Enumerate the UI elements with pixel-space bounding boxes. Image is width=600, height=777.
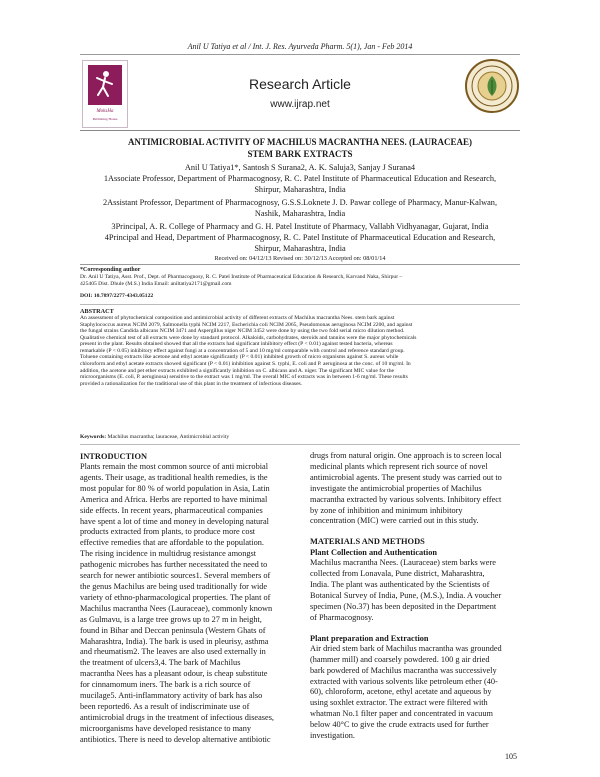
body-line: below 40°C to give the crude extracts used for further xyxy=(310,720,489,730)
affiliation-2: 2Assistant Professor, Department of Pharmacognosy, G.S.S.Loknete J. D. Pawar college of Pharmacy, Manur-Kalwan, xyxy=(102,198,498,207)
body-line: bark powdered of Machilus macrantha was successively xyxy=(310,665,497,675)
article-type: Research Article xyxy=(249,76,351,92)
logo-brand: MoksHa xyxy=(96,109,114,114)
journal-url[interactable]: www.ijrap.net xyxy=(270,99,330,110)
body-line: effective remedies that are affordable to the population. xyxy=(80,538,264,548)
body-line: most popular for 80 % of world population in Asia, Latin xyxy=(80,483,270,493)
affiliation-4-cont: Shirpur, Maharashtra, India xyxy=(254,244,346,253)
logo-subbrand: Publishing House xyxy=(92,117,118,121)
affiliation-2-cont: Nashik, Maharashtra, India xyxy=(254,209,346,218)
body-line: as Gulmavu, is a large tree grows up to 27 m in height, xyxy=(80,614,262,624)
abstract-heading: ABSTRACT xyxy=(80,308,114,315)
publisher-logo xyxy=(82,60,128,128)
body-line: using soxhlet extractor. The extract were filtered with xyxy=(310,698,488,708)
article-title xyxy=(0,136,600,160)
abstract-line: Toluene containing extracts like acetone and ethyl acetate significantly (P < 0.01) inhibited growth of micro organisms against S. aureus while xyxy=(80,354,399,361)
abstract-body xyxy=(80,315,520,387)
body-line: and rheumatism2. The leaves are also used externally in xyxy=(80,647,266,657)
body-line: mucilage5. Anti-inflammatory activity of bark has also xyxy=(80,691,263,701)
keywords xyxy=(80,434,229,440)
page-number: 105 xyxy=(505,752,517,761)
author-list: Anil U Tatiya1*, Santosh S Surana2, A. K. Saluja3, Sanjay J Surana4 xyxy=(184,163,416,172)
title-rule xyxy=(80,130,520,131)
body-line: India. The plant was authenticated by the Scientists of xyxy=(310,580,490,590)
title-line-2: STEM BARK EXTRACTS xyxy=(247,149,353,159)
body-line: drugs from natural origin. One approach is to screen local xyxy=(310,451,502,460)
dates-rule xyxy=(80,264,520,265)
body-line: specimen (No.37) has been deposited in the Department xyxy=(310,601,497,611)
body-line: agents. Their usage, as traditional health remedies, is the xyxy=(80,472,268,482)
keywords-label: Keywords: xyxy=(80,434,107,440)
doi[interactable]: DOI: 10.7897/2277-4343.05122 xyxy=(80,293,154,299)
plant-preparation-heading: Plant preparation and Extraction xyxy=(310,633,429,643)
body-line: by zone of inhibition and minimum inhibitory xyxy=(310,505,463,515)
abstract-line: present in the plant. Results obtained showed that all the extracts had significant inhibitory effect (P < 0.01) against tested bacteria, whereas xyxy=(80,341,393,348)
plant-collection-heading: Plant Collection and Authentication xyxy=(310,548,437,558)
abstract-line: chloroform and ethyl acetate extracts showed significant (P < 0.01) inhibition against S. typhi, E. coli and P. aeruginosa at the conc. of 10 mg/ml. In xyxy=(80,361,411,368)
affiliation-3: 3Principal, A. R. College of Pharmacy and G. H. Patel Institute of Pharmacy, Vallabh Vidhyanagar, Gujarat, India xyxy=(111,222,489,231)
body-line: investigation. xyxy=(310,731,355,741)
body-line: medicinal plants which represent rich source of novel xyxy=(310,461,488,471)
body-line: whatman No.1 filter paper and concentrated in vacuum xyxy=(310,709,493,719)
header-rule xyxy=(80,54,520,55)
body-line: concentration (MIC) were carried out in this study. xyxy=(310,516,479,526)
abstract-line: addition, the acetone and pet ether extracts exhibited a significantly inhibition on C. albicans and A. niger. The significant MIC value for the xyxy=(80,367,394,374)
body-line: antimicrobial agents. The present study was carried out to xyxy=(310,472,502,482)
body-line: 60), chloroform, acetone, ethyl acetate and aqueous by xyxy=(310,687,492,697)
body-line: for cinnamomum iners. The bark is a rich source of xyxy=(80,680,251,690)
body-line: extracted with various solvents like petroleum ether (40- xyxy=(310,676,498,686)
body-line: Machilus macrantha Nees (Lauraceae), commonly known xyxy=(80,603,273,613)
spacer xyxy=(310,527,520,536)
right-column xyxy=(310,451,520,742)
body-line: collected from Lonavala, Pune district, Maharashtra, xyxy=(310,569,485,579)
running-head: Anil U Tatiya et al / Int. J. Res. Ayurveda Pharm. 5(1), Jan - Feb 2014 xyxy=(187,42,413,51)
corresponding-line-1: Dr. Anil U Tatiya, Asst. Prof., Dept. of Pharmacognosy, R. C. Patel Institute of Pharmaceutical Education & Research, Karvand Naka, Shirpur – xyxy=(80,274,403,280)
body-line: have spent a lot of time and money in developing natural xyxy=(80,516,269,526)
body-line: side effects. In recent years, pharmaceutical companies xyxy=(80,505,263,515)
body-line: variety of ethno-pharmacological properties. The plant of xyxy=(80,592,271,602)
left-column xyxy=(80,451,290,746)
spacer xyxy=(310,624,520,633)
body-line: macrantha extracted by various solvents. Inhibitory effect xyxy=(310,494,502,504)
affiliation-4: 4Principal and Head, Department of Pharmacognosy, R. C. Patel Institute of Pharmaceutical Education and Research, xyxy=(104,233,496,242)
body-line: Plants remain the most common source of anti microbial xyxy=(80,462,269,471)
methods-heading: MATERIALS AND METHODS xyxy=(310,537,425,547)
body-line: Botanical Survey of India, Pune, (M.S.), India. A voucher xyxy=(310,591,502,601)
body-line: investigate the antimicrobial properties of Machilus xyxy=(310,483,482,493)
corresponding-author-label: *Corresponding author xyxy=(80,267,141,273)
received-dates: Received on: 04/12/13 Revised on: 30/12/13 Accepted on: 08/01/14 xyxy=(214,255,386,262)
body-line: antimicrobial drugs in the treatment of infectious diseases, xyxy=(80,712,275,722)
corresponding-author-details xyxy=(80,274,520,287)
correspondence-rule xyxy=(80,304,520,305)
abstract-line: microorganisms (E. coli, P. aeruginosa) sensitive to the extract was 1 mg/ml. The overall MIC of extracts was in between 1-6 mg/ml. These results xyxy=(80,374,408,381)
affiliation-1-cont: Shirpur, Maharashtra, India xyxy=(254,185,346,194)
body-line: been reported6. As a result of indiscriminate use of xyxy=(80,701,250,711)
introduction-heading: INTRODUCTION xyxy=(80,452,148,461)
abstract-line: provided a rationalization for the traditional use of this plant in the treatment of infectious diseases. xyxy=(80,380,303,387)
body-line: search for newer antibiotic sources1. Several members of xyxy=(80,571,271,581)
abstract-line: remarkable (P < 0.05) inhibitory effect against fungi at a concentration of 5 and 10 mg/ml comparable with control and reference standard group. xyxy=(80,347,405,354)
keywords-value: Machilus macrantha; lauraceae, Antimicrobial activity xyxy=(107,434,230,440)
body-line: microorganisms have developed resistance to many xyxy=(80,723,252,733)
affiliation-1: 1Associate Professor, Department of Pharmacognosy, R. C. Patel Institute of Pharmaceutical Education and Research, xyxy=(103,174,497,183)
body-line: of Pharmacognosy. xyxy=(310,612,374,622)
body-line: Machilus macrantha Nees. (Lauraceae) stem barks were xyxy=(310,558,496,568)
title-line-1: ANTIMICROBIAL ACTIVITY OF MACHILUS MACRANTHA NEES. (LAURACEAE) xyxy=(127,137,473,147)
body-line: antibiotics. There is need to develop alternative antibiotic xyxy=(80,734,271,744)
body-line: The rising incidence in multidrug resistance amongst xyxy=(80,549,257,559)
abstract-line: An assessment of phytochemical composition and antimicrobial activity of different extracts of Machilus macrantha Nees. stem bark against xyxy=(80,315,395,321)
body-line: Maharashtra, India). The bark is used in pleurisy, asthma xyxy=(80,636,269,646)
abstract-line: the fungal strains Candida albicans NCIM 3471 and Aspergillus niger NCIM 3452 were done by using the two fold serial micro dilution method. xyxy=(80,328,405,335)
body-line: products extracted from plants, to produce more cost xyxy=(80,527,256,537)
abstract-line: Qualitative chemical test of all extracts were done by standard protocol. Alkaloids, carbohydrates, steroids and tannins were the major phytochemicals xyxy=(80,334,417,341)
abstract-line: Staphylococcus aureus NCIM 2079, Salmonella typhi NCIM 2217, Escherichia coli NCIM 2065, Pseudomonas aeruginosa NCIM 2200, and against xyxy=(80,321,413,328)
body-line: (hammer mill) and coarsely powdered. 100 g air dried xyxy=(310,654,490,664)
body-line: America and Africa. Herbs are reported to have minimal xyxy=(80,494,268,504)
body-line: macrantha Nees has a pleasant odour, is cheap substitute xyxy=(80,669,268,679)
keywords-rule xyxy=(80,444,520,445)
body-line: the genus Machilus are being used traditionally for wide xyxy=(80,581,268,591)
body-line: found in Bihar and Deccan peninsula (Western Ghats of xyxy=(80,625,266,635)
body-line: Air dried stem bark of Machilus macrantha was grounded xyxy=(310,643,502,653)
body-line: the treatment of ulcers3,4. The bark of Machilus xyxy=(80,658,241,668)
corresponding-line-2: 425405 Dist. Dhule (M.S.) India Email: aniltatiya2171@gmail.com xyxy=(80,280,232,287)
body-line: pathogenic microbes has further necessitated the need to xyxy=(80,560,268,570)
